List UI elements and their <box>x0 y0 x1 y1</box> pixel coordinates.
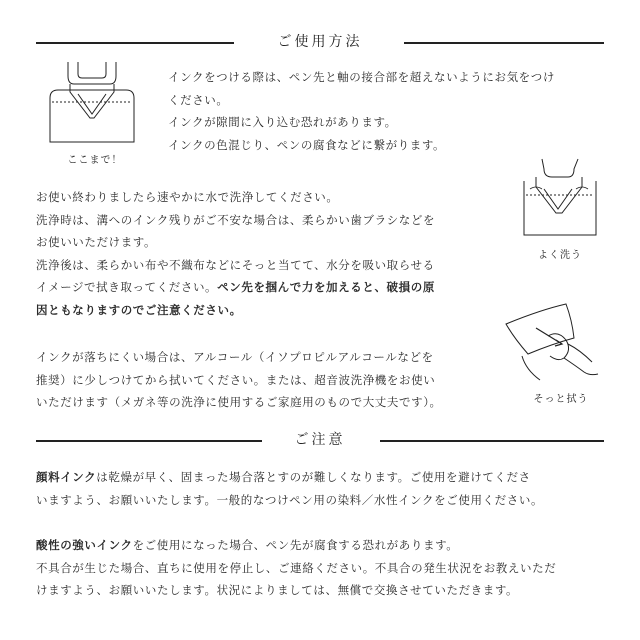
caution-p2-line-1 <box>36 534 556 557</box>
usage-p1-line-1: インクをつける際は、ペン先と軸の接合部を超えないようにお気をつけ <box>168 70 555 84</box>
caution-p2-line-2: 不具合が生じた場合、直ちに使用を停止し、ご連絡ください。不具合の発生状況をお教えいただ <box>36 560 557 575</box>
header-rule-right <box>404 42 604 44</box>
usage-p2-line-6-warning: 因ともなりますのでご注意ください。 <box>36 302 242 317</box>
usage-paragraph-2 <box>36 186 435 321</box>
nib-in-bottle-illustration <box>44 58 140 146</box>
usage-p1-line-4: インクの色混じり、ペンの腐食などに繋がります。 <box>168 137 446 152</box>
usage-p2-line-2: 洗浄時は、溝へのインク残りがご不安な場合は、柔らかい歯ブラシなどを <box>36 212 436 227</box>
caution-pigment-ink-label: 顔料インク <box>36 470 97 484</box>
caution-acidic-ink-label: 酸性の強いインク <box>36 538 133 552</box>
usage-p2-line-5 <box>36 276 435 299</box>
caption-gently-wipe: そっと拭う <box>533 394 589 405</box>
caution-section-header <box>0 430 640 450</box>
usage-paragraph-3 <box>36 346 442 414</box>
header-rule-right <box>380 440 604 442</box>
usage-section-header <box>0 32 640 52</box>
usage-p2-line-3: お使いいただけます。 <box>36 235 157 249</box>
usage-p2-line-5-warning: ペン先を掴んで力を加えると、破損の原 <box>217 280 435 294</box>
usage-p2-line-1: お使い終わりましたら速やかに水で洗浄してください。 <box>36 190 339 204</box>
usage-p3-line-1: インクが落ちにくい場合は、アルコール（イソプロピルアルコールなどを <box>36 350 434 364</box>
caution-p1-line-1-text: は乾燥が早く、固まった場合落とすのが難しくなります。ご使用を避けてくださ <box>96 470 531 484</box>
caution-p2-line-1-text: をご使用になった場合、ペン先が腐食する恐れがあります。 <box>132 538 459 552</box>
usage-p3-line-3: いただけます（メガネ等の洗浄に使用するご家庭用のもので大丈夫です）。 <box>36 395 442 409</box>
caution-paragraph-1 <box>36 466 543 511</box>
caution-p1-line-2: いますよう、お願いいたします。一般的なつけペン用の染料／水性インクをご使用ください。 <box>36 492 544 507</box>
usage-p2-line-5-text: イメージで拭き取ってください。 <box>36 280 218 294</box>
caution-title: ご注意 <box>294 432 346 448</box>
usage-title: ご使用方法 <box>277 34 363 50</box>
washing-nib-illustration <box>512 155 604 239</box>
caution-paragraph-2 <box>36 534 556 602</box>
usage-p3-line-2: 推奨）に少しつけてから拭いてください。または、超音波洗浄機をお使い <box>36 372 436 387</box>
caution-p1-line-1 <box>36 466 543 489</box>
caution-p2-line-3: けますよう、お願いいたします。状況によりましては、無償で交換させていただきます。 <box>36 583 519 597</box>
caption-wash-well: よく洗う <box>538 250 582 261</box>
usage-p2-line-4: 洗浄後は、柔らかい布や不織布などにそっと当てて、水分を吸い取らせる <box>36 257 435 272</box>
usage-p1-line-2: ください。 <box>168 92 229 107</box>
usage-p1-line-3: インクが隙間に入り込む恐れがあります。 <box>168 115 397 129</box>
caption-up-to-here: ここまで！ <box>67 155 123 166</box>
usage-paragraph-1 <box>168 66 555 156</box>
wiping-cloth-illustration <box>500 300 604 390</box>
